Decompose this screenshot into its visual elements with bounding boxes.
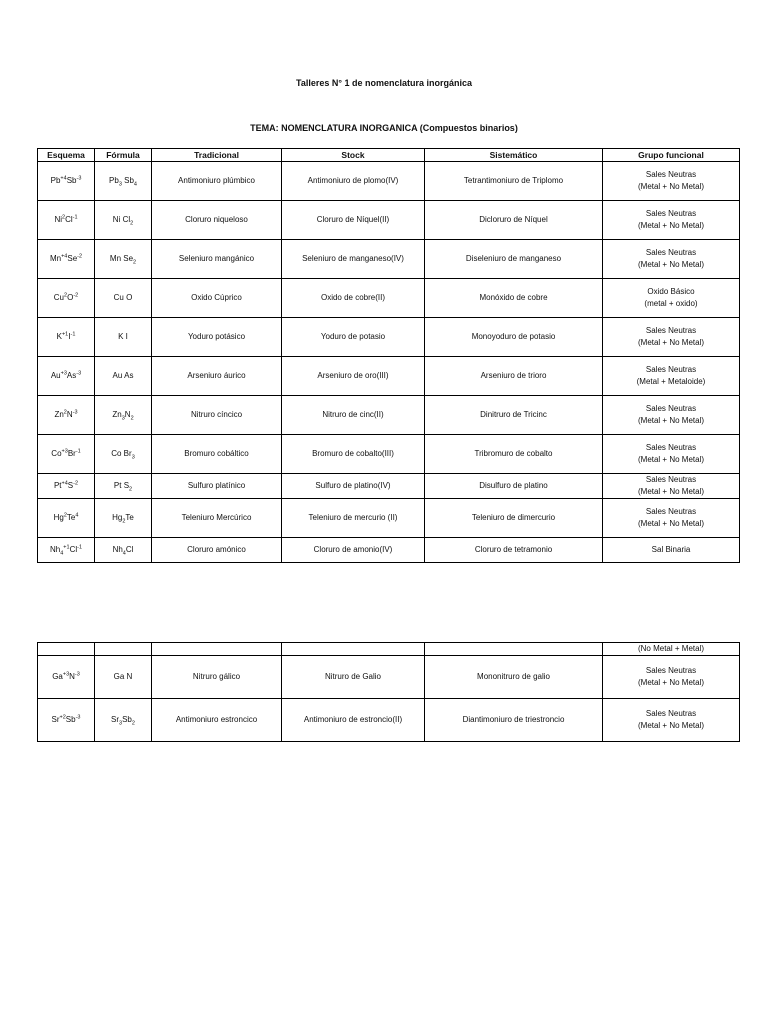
cell-sistematico: Diantimoniuro de triestroncio (425, 699, 603, 742)
cell-stock: Nitruro de cinc(II) (282, 396, 425, 435)
header-grupo-funcional: Grupo funcional (603, 149, 740, 162)
grupo-line: Sales Neutras (645, 443, 697, 452)
grupo-line: (Metal + No Metal) (637, 519, 705, 528)
charge: 2 (64, 292, 68, 299)
table-row (38, 162, 740, 201)
cell-grupo-funcional (603, 699, 740, 742)
cell-tradicional: Bromuro cobáltico (152, 435, 282, 474)
cell-grupo-funcional (603, 318, 740, 357)
nomenclature-table (37, 148, 740, 563)
table-row (38, 699, 740, 742)
cell-tradicional (152, 643, 282, 656)
grupo-line: Sales Neutras (645, 170, 697, 179)
cell-formula: Cu O (95, 279, 152, 318)
grupo-line: (metal + oxido) (644, 299, 698, 308)
cell-tradicional: Antimoniuro plúmbico (152, 162, 282, 201)
table-row (38, 643, 740, 656)
cell-tradicional: Sulfuro platínico (152, 474, 282, 499)
grupo-line: (No Metal + Metal) (637, 644, 705, 653)
cell-stock: Arseniuro de oro(III) (282, 357, 425, 396)
charge: 2 (63, 512, 67, 519)
cell-stock: Cloruro de amonio(IV) (282, 538, 425, 563)
header-tradicional: Tradicional (152, 149, 282, 162)
table-row (38, 656, 740, 699)
cell-sistematico: Monóxido de cobre (425, 279, 603, 318)
charge: -1 (77, 544, 83, 551)
charge: 2 (62, 214, 66, 221)
grupo-line: Sales Neutras (645, 209, 697, 218)
cell-grupo-funcional (603, 474, 740, 499)
cell-esquema: $Ni^2Cl^{-1}$ (38, 201, 95, 240)
grupo-line: Sales Neutras (645, 507, 697, 516)
grupo-line: (Metal + No Metal) (637, 338, 705, 347)
header-stock: Stock (282, 149, 425, 162)
cell-tradicional: Seleniuro mangánico (152, 240, 282, 279)
header-sistematico: Sistemático (425, 149, 603, 162)
table-row (38, 435, 740, 474)
charge: +1 (63, 544, 70, 551)
cell-stock: Yoduro de potasio (282, 318, 425, 357)
cell-stock: Bromuro de cobalto(III) (282, 435, 425, 474)
cell-grupo-funcional (603, 643, 740, 656)
cell-formula: K I (95, 318, 152, 357)
subscript: 3 (118, 181, 122, 188)
charge: +3 (61, 448, 68, 455)
charge: -2 (73, 292, 79, 299)
table-row (38, 474, 740, 499)
grupo-line: Sales Neutras (645, 709, 697, 718)
charge: -3 (76, 175, 82, 182)
cell-tradicional: Teleniuro Mercúrico (152, 499, 282, 538)
cell-esquema: $Co^{+3}Br^{-1}$ (38, 435, 95, 474)
cell-grupo-funcional (603, 279, 740, 318)
cell-esquema: $Cu^2O^{-2}$ (38, 279, 95, 318)
grupo-line: (Metal + Metaloide) (636, 377, 706, 386)
cell-tradicional: Yoduro potásico (152, 318, 282, 357)
cell-grupo-funcional (603, 538, 740, 563)
table-row (38, 396, 740, 435)
charge: -3 (76, 370, 82, 377)
subscript: 2 (122, 518, 126, 525)
charge: -1 (75, 448, 81, 455)
cell-stock: Antimoniuro de estroncio(II) (282, 699, 425, 742)
cell-grupo-funcional (603, 240, 740, 279)
cell-stock: Nitruro de Galio (282, 656, 425, 699)
charge: 2 (63, 409, 67, 416)
cell-grupo-funcional (603, 656, 740, 699)
charge: +4 (60, 175, 67, 182)
table-row (38, 201, 740, 240)
grupo-line: Sales Neutras (645, 365, 697, 374)
cell-formula: $Hg_2Te$ (95, 499, 152, 538)
cell-esquema: $K^{+1}I^{-1}$ (38, 318, 95, 357)
grupo-line: Sal Binaria (651, 545, 691, 554)
table-header-row (38, 149, 740, 162)
grupo-line: Sales Neutras (645, 248, 697, 257)
cell-stock: Teleniuro de mercurio (II) (282, 499, 425, 538)
cell-sistematico: Tetrantimoniuro de Triplomo (425, 162, 603, 201)
grupo-line: (Metal + No Metal) (637, 221, 705, 230)
cell-tradicional: Antimoniuro estroncico (152, 699, 282, 742)
cell-grupo-funcional (603, 201, 740, 240)
document-subtitle: TEMA: NOMENCLATURA INORGANICA (Compuestos binarios) (250, 123, 518, 133)
cell-grupo-funcional (603, 357, 740, 396)
cell-formula: Co $Br_3$ (95, 435, 152, 474)
cell-tradicional: Nitruro cíncico (152, 396, 282, 435)
grupo-line: (Metal + No Metal) (637, 455, 705, 464)
cell-formula: Pt $S_2$ (95, 474, 152, 499)
cell-formula: $Zn_3N_2$ (95, 396, 152, 435)
cell-stock: Antimoniuro de plomo(IV) (282, 162, 425, 201)
charge: +3 (62, 671, 70, 678)
charge: -1 (72, 214, 78, 221)
cell-stock: Seleniuro de manganeso(IV) (282, 240, 425, 279)
charge: +1 (61, 331, 69, 338)
cell-grupo-funcional (603, 396, 740, 435)
cell-grupo-funcional (603, 162, 740, 201)
header-formula: Fórmula (95, 149, 152, 162)
grupo-line: Sales Neutras (645, 666, 697, 675)
cell-formula: $Pb_3$ $Sb_4$ (95, 162, 152, 201)
subscript: 3 (119, 720, 123, 727)
cell-formula (95, 643, 152, 656)
charge: -2 (77, 253, 83, 260)
cell-sistematico: Cloruro de tetramonio (425, 538, 603, 563)
charge: -3 (75, 714, 81, 721)
cell-esquema: $Ga^{+3}N^{-3}$ (38, 656, 95, 699)
cell-sistematico: Diseleniuro de manganeso (425, 240, 603, 279)
grupo-line: (Metal + No Metal) (637, 678, 705, 687)
table-row (38, 357, 740, 396)
subscript: 4 (122, 550, 126, 557)
document-title: Talleres N° 1 de nomenclatura inorgánica (296, 78, 472, 88)
subscript: 2 (129, 486, 133, 493)
grupo-line: (Metal + No Metal) (637, 182, 705, 191)
charge: +4 (61, 480, 68, 487)
grupo-line: (Metal + No Metal) (637, 416, 705, 425)
cell-esquema: $Pb^{+4}Sb^{-3}$ (38, 162, 95, 201)
charge: +2 (59, 714, 66, 721)
charge: -3 (72, 409, 78, 416)
cell-esquema: $Nh_4^{+1}Cl^{-1}$ (38, 538, 95, 563)
cell-sistematico: Arseniuro de trioro (425, 357, 603, 396)
cell-tradicional: Arseniuro áurico (152, 357, 282, 396)
subscript: 4 (133, 181, 137, 188)
cell-stock (282, 643, 425, 656)
charge: -1 (70, 331, 76, 338)
grupo-line: (Metal + No Metal) (637, 721, 705, 730)
cell-tradicional: Nitruro gálico (152, 656, 282, 699)
subscript: 3 (121, 415, 125, 422)
grupo-line: Oxido Básico (647, 287, 695, 296)
cell-formula: Mn $Se_2$ (95, 240, 152, 279)
charge: +3 (60, 370, 67, 377)
table-row (38, 499, 740, 538)
cell-sistematico: Dicloruro de Níquel (425, 201, 603, 240)
header-esquema: Esquema (38, 149, 95, 162)
cell-tradicional: Oxido Cúprico (152, 279, 282, 318)
grupo-line: Sales Neutras (645, 326, 697, 335)
table-row (38, 538, 740, 563)
cell-formula: Ni $Cl_2$ (95, 201, 152, 240)
subscript: 2 (130, 220, 134, 227)
nomenclature-table-continued (37, 642, 740, 742)
table-row (38, 318, 740, 357)
cell-esquema: $Mn^{+4}Se^{-2}$ (38, 240, 95, 279)
cell-esquema: $Au^{+3}As^{-3}$ (38, 357, 95, 396)
cell-sistematico: Mononitruro de galio (425, 656, 603, 699)
cell-formula: $Sr_3Sb_2$ (95, 699, 152, 742)
cell-formula: Ga N (95, 656, 152, 699)
grupo-line: Sales Neutras (645, 475, 697, 484)
grupo-line: (Metal + No Metal) (637, 487, 705, 496)
cell-stock: Cloruro de Níquel(II) (282, 201, 425, 240)
cell-stock: Oxido de cobre(II) (282, 279, 425, 318)
subscript: 2 (131, 720, 135, 727)
cell-sistematico: Tribromuro de cobalto (425, 435, 603, 474)
cell-esquema: $Sr^{+2}Sb^{-3}$ (38, 699, 95, 742)
cell-grupo-funcional (603, 499, 740, 538)
cell-tradicional: Cloruro niqueloso (152, 201, 282, 240)
table-row (38, 279, 740, 318)
cell-sistematico: Teleniuro de dimercurio (425, 499, 603, 538)
cell-tradicional: Cloruro amónico (152, 538, 282, 563)
cell-sistematico: Disulfuro de platino (425, 474, 603, 499)
subscript: 2 (133, 259, 137, 266)
cell-sistematico: Dinitruro de Tricinc (425, 396, 603, 435)
cell-esquema: $Zn^2N^{-3}$ (38, 396, 95, 435)
subscript: 3 (131, 454, 135, 461)
cell-grupo-funcional (603, 435, 740, 474)
cell-sistematico (425, 643, 603, 656)
charge: -3 (74, 671, 80, 678)
cell-stock: Sulfuro de platino(IV) (282, 474, 425, 499)
cell-formula: $Nh_4Cl$ (95, 538, 152, 563)
cell-esquema: Hg$^2$Te$^4$ (38, 499, 95, 538)
charge: 4 (75, 512, 79, 519)
cell-esquema (38, 643, 95, 656)
charge: -2 (73, 480, 79, 487)
charge: +4 (61, 253, 68, 260)
cell-sistematico: Monoyoduro de potasio (425, 318, 603, 357)
cell-formula: Au As (95, 357, 152, 396)
table-row (38, 240, 740, 279)
grupo-line: (Metal + No Metal) (637, 260, 705, 269)
grupo-line: Sales Neutras (645, 404, 697, 413)
subscript: 2 (130, 415, 134, 422)
subscript: 4 (60, 550, 64, 557)
cell-esquema: $Pt^{+4}S^{-2}$ (38, 474, 95, 499)
